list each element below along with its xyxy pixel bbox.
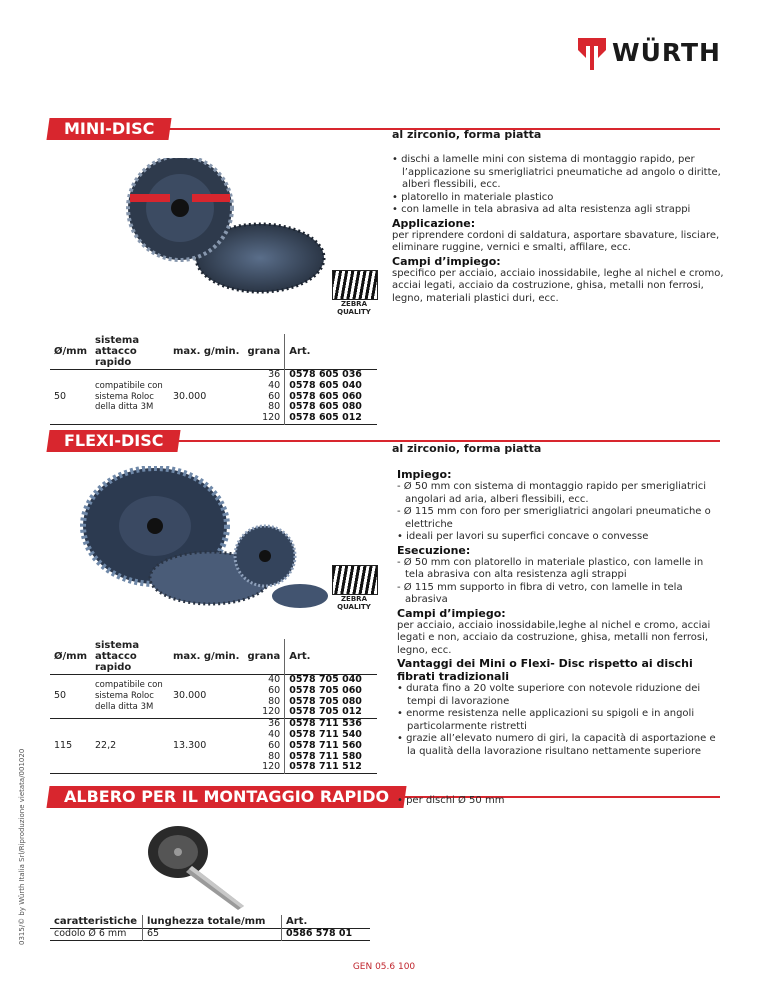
col-art: Art.	[285, 334, 378, 370]
col-system: sistema attacco rapido	[95, 335, 140, 368]
flexi-title: FLEXI-DISC	[46, 430, 181, 452]
col-grit: grana	[247, 651, 281, 662]
zebra-pattern-icon	[332, 270, 378, 300]
flexi-impiego-heading: Impiego:	[397, 468, 452, 481]
badge-line1: ZEBRA	[340, 595, 367, 603]
mini-bullet: • con lamelle in tela abrasiva ad alta resistenza agli strappi	[392, 204, 691, 215]
zebra-pattern-icon	[332, 565, 378, 595]
zebra-quality-badge	[332, 565, 376, 611]
badge-line1: ZEBRA	[340, 300, 367, 308]
badge-line2: QUALITY	[337, 308, 371, 316]
col-art: Art.	[285, 639, 378, 675]
flexi-spec-table	[50, 639, 377, 774]
wurth-logo-mark-icon	[578, 36, 606, 70]
flexi-use-heading: Campi d’impiego:	[397, 606, 506, 620]
badge-line2: QUALITY	[337, 603, 371, 611]
page-code: GEN 05.6 100	[352, 962, 416, 972]
mini-disc-image	[110, 158, 330, 298]
flexi-use-text: per acciaio, acciaio inossidabile,leghe al nichel e cromo, acciai legati e non, acciaio da costruzione, ghisa, metalli non ferrosi, legno, ecc.	[397, 619, 711, 656]
flexi-subtitle: al zirconio, forma piatta	[392, 442, 542, 455]
col-diameter: Ø/mm	[54, 651, 87, 662]
table-row: codolo Ø 6 mm 65 0586 578 01	[50, 929, 370, 941]
albero-bullet: • per dischi Ø 50 mm	[397, 795, 505, 806]
mini-app-text: per riprendere cordoni di saldatura, asportare sbavature, lisciare, eliminare ruggine, vernici e smalti, affilare, ecc.	[392, 229, 720, 253]
mini-bullet: • dischi a lamelle mini con sistema di montaggio rapido, per l’applicazione su smerigliatrici pneumatiche ad angolo o diritte, alberi flessibili, ecc.	[392, 154, 721, 190]
mini-bullet: • platorello in materiale plastico	[392, 191, 554, 203]
copyright-note: 0315/© by Würth Italia Srl/Riproduzione vietata/001020	[18, 748, 26, 945]
table-row: 50 compatibile con sistema Roloc della ditta 3M 30.000 40 60 80 120 0578 705 040 0578 705 060 0578 705 080 0578 705 012	[50, 675, 377, 719]
mini-description	[392, 154, 724, 305]
zebra-quality-badge	[332, 270, 376, 316]
col-rpm: max. g/min.	[173, 651, 240, 662]
col-diameter: Ø/mm	[54, 346, 87, 357]
flexi-description: Impiego: - Ø 50 mm con sistema di montaggio rapido per smerigliatrici angolari ad aria, alberi flessibili, ecc. - Ø 115 mm con foro per smerigliatrici angolari pneumatiche o elettriche • ideali per lavori su superfici concave o convesse Esecuzione: - Ø 50 mm con platorello in materiale plastico, con lamelle in tela abrasiva con alta resistenza agli strappi - Ø 115 mm supporto in fibra di vetro, con lamelle in tela abrasiva Campi d’impiego: per acciaio, acciaio inossidabile,leghe al nichel e cromo, acciai legati e non, acciaio da costruzione, ghisa, metalli non ferrosi, legno, ecc. Vantaggi dei Mini o Flexi- Disc rispetto ai dischi fibrati tradizionali • durata fino a 20 volte superiore con notevole riduzione dei tempi di lavorazione • enorme resistenza nelle applicazioni su spigoli e in angoli particolarmente ristretti • grazie all’elevato numero di giri, la capacità di asportazione e la qualità della lavorazione risultano nettamente superiore	[397, 468, 725, 758]
brand-name: WÜRTH	[612, 38, 721, 67]
wurth-logo	[578, 36, 728, 70]
albero-spec-table	[50, 915, 370, 941]
table-row: 50 compatibile con sistema Roloc della ditta 3M 30.000 36 40 60 80 120 0578 605 036 0578 605 040 0578 605 060 0578 605 080 0578 605 012	[50, 370, 377, 425]
col-features: caratteristiche	[54, 916, 138, 927]
mini-spec-table	[50, 334, 377, 425]
albero-image	[140, 822, 260, 912]
mini-subtitle: al zirconio, forma piatta	[392, 128, 542, 141]
mini-use-text: specifico per acciaio, acciaio inossidabile, leghe al nichel e cromo, acciai legati, acciaio da costruzione, ghisa, metalli non ferrosi, legno, materiali plastici duri, ecc.	[392, 267, 724, 304]
flexi-esec-heading: Esecuzione:	[397, 543, 471, 557]
col-rpm: max. g/min.	[173, 346, 240, 357]
flexi-disc-image	[80, 466, 330, 616]
col-length: lunghezza totale/mm	[143, 915, 282, 929]
col-system: sistema attacco rapido	[95, 640, 140, 673]
albero-title: ALBERO PER IL MONTAGGIO RAPIDO	[46, 786, 406, 808]
mini-use-heading: Campi d’impiego:	[392, 254, 501, 268]
mini-app-heading: Applicazione:	[392, 216, 476, 230]
flexi-adv-heading: Vantaggi dei Mini o Flexi- Disc rispetto ai dischi fibrati tradizionali	[397, 657, 693, 683]
table-row: 115 22,2 13.300 36 40 60 80 120 0578 711 536 0578 711 540 0578 711 560 0578 711 580 0578 711 512	[50, 719, 377, 774]
mini-title: MINI-DISC	[46, 118, 171, 140]
col-art: Art.	[282, 915, 371, 929]
col-grit: grana	[247, 346, 281, 357]
